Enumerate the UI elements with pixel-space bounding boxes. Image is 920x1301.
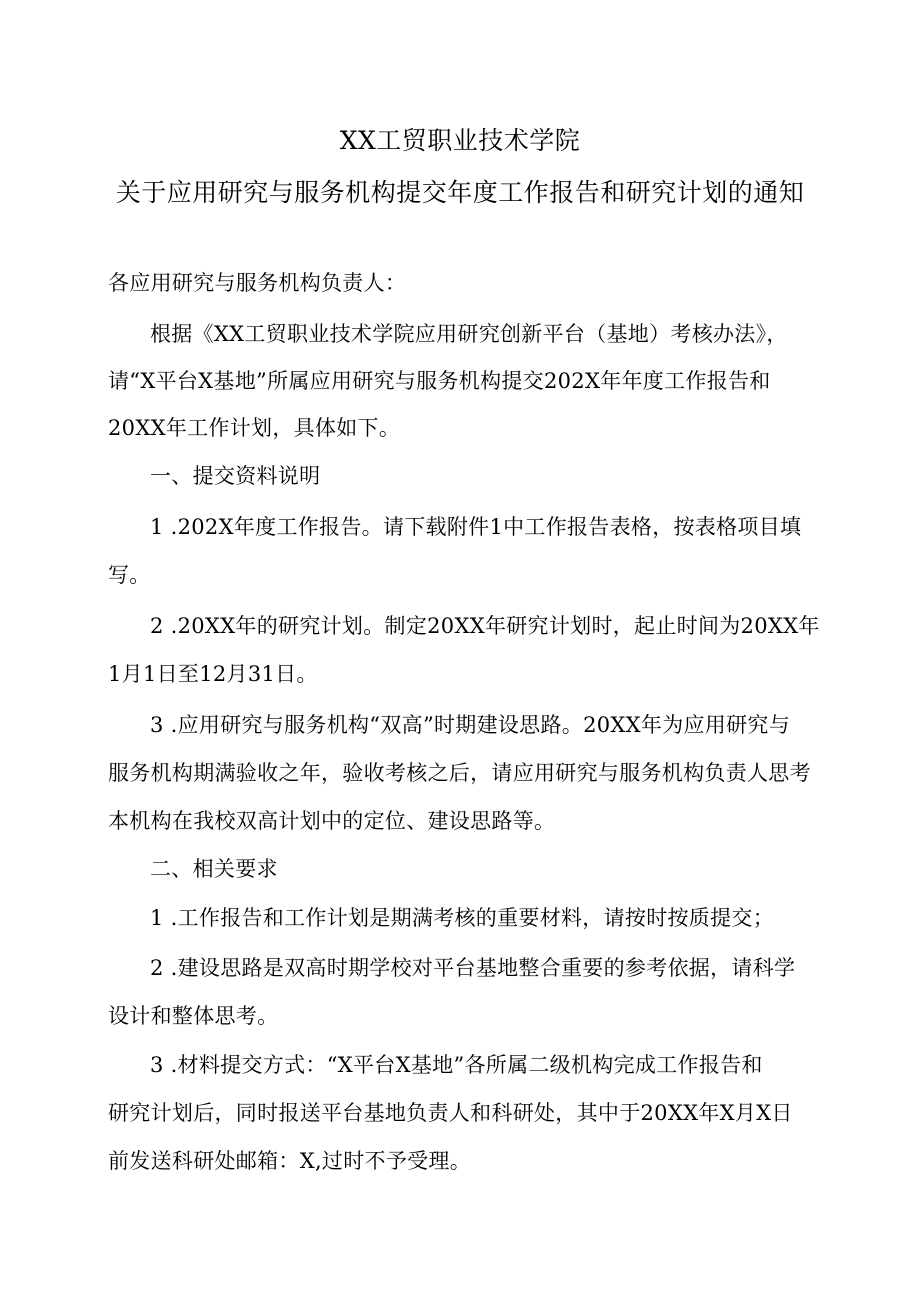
item-2-2-line-2: 设计和整体思考。 bbox=[108, 1004, 279, 1028]
intro-line-1: 根据《XX工贸职业技术学院应用研究创新平台（基地）考核办法》， bbox=[150, 322, 788, 346]
intro-line-2: 请“X平台X基地”所属应用研究与服务机构提交202X年年度工作报告和 bbox=[108, 369, 771, 393]
item-1-3-line-1: 3 .应用研究与服务机构“双高”时期建设思路。20XX年为应用研究与 bbox=[150, 713, 791, 737]
item-1-3-line-3: 本机构在我校双高计划中的定位、建设思路等。 bbox=[108, 809, 556, 833]
section-heading-requirements: 二、相关要求 bbox=[150, 857, 278, 881]
document-title-line-2: 关于应用研究与服务机构提交年度工作报告和研究计划的通知 bbox=[115, 178, 805, 207]
item-1-2-line-1: 2 .20XX年的研究计划。制定20XX年研究计划时，起止时间为20XX年 bbox=[150, 614, 820, 638]
item-1-3-line-2: 服务机构期满验收之年，验收考核之后，请应用研究与服务机构负责人思考 bbox=[108, 761, 811, 785]
item-2-1-line-1: 1 .工作报告和工作计划是期满考核的重要材料，请按时按质提交； bbox=[150, 906, 775, 930]
item-2-2-line-1: 2 .建设思路是双高时期学校对平台基地整合重要的参考依据，请科学 bbox=[150, 956, 796, 980]
item-1-1-line-1: 1 .202X年度工作报告。请下载附件1中工作报告表格，按表格项目填 bbox=[150, 515, 802, 539]
item-2-3-line-1: 3 .材料提交方式：“X平台X基地”各所属二级机构完成工作报告和 bbox=[150, 1053, 763, 1077]
item-2-3-line-3: 前发送科研处邮箱：X,过时不予受理。 bbox=[108, 1149, 472, 1173]
section-heading-submission: 一、提交资料说明 bbox=[150, 464, 321, 488]
item-1-1-line-2: 写。 bbox=[108, 563, 151, 587]
item-1-2-line-2: 1月1日至12月31日。 bbox=[108, 662, 318, 686]
item-2-3-line-2: 研究计划后，同时报送平台基地负责人和科研处，其中于20XX年X月X日 bbox=[108, 1101, 793, 1125]
document-title-line-1: XX工贸职业技术学院 bbox=[339, 126, 581, 155]
intro-line-3: 20XX年工作计划，具体如下。 bbox=[108, 416, 401, 440]
salutation: 各应用研究与服务机构负责人： bbox=[108, 271, 407, 295]
